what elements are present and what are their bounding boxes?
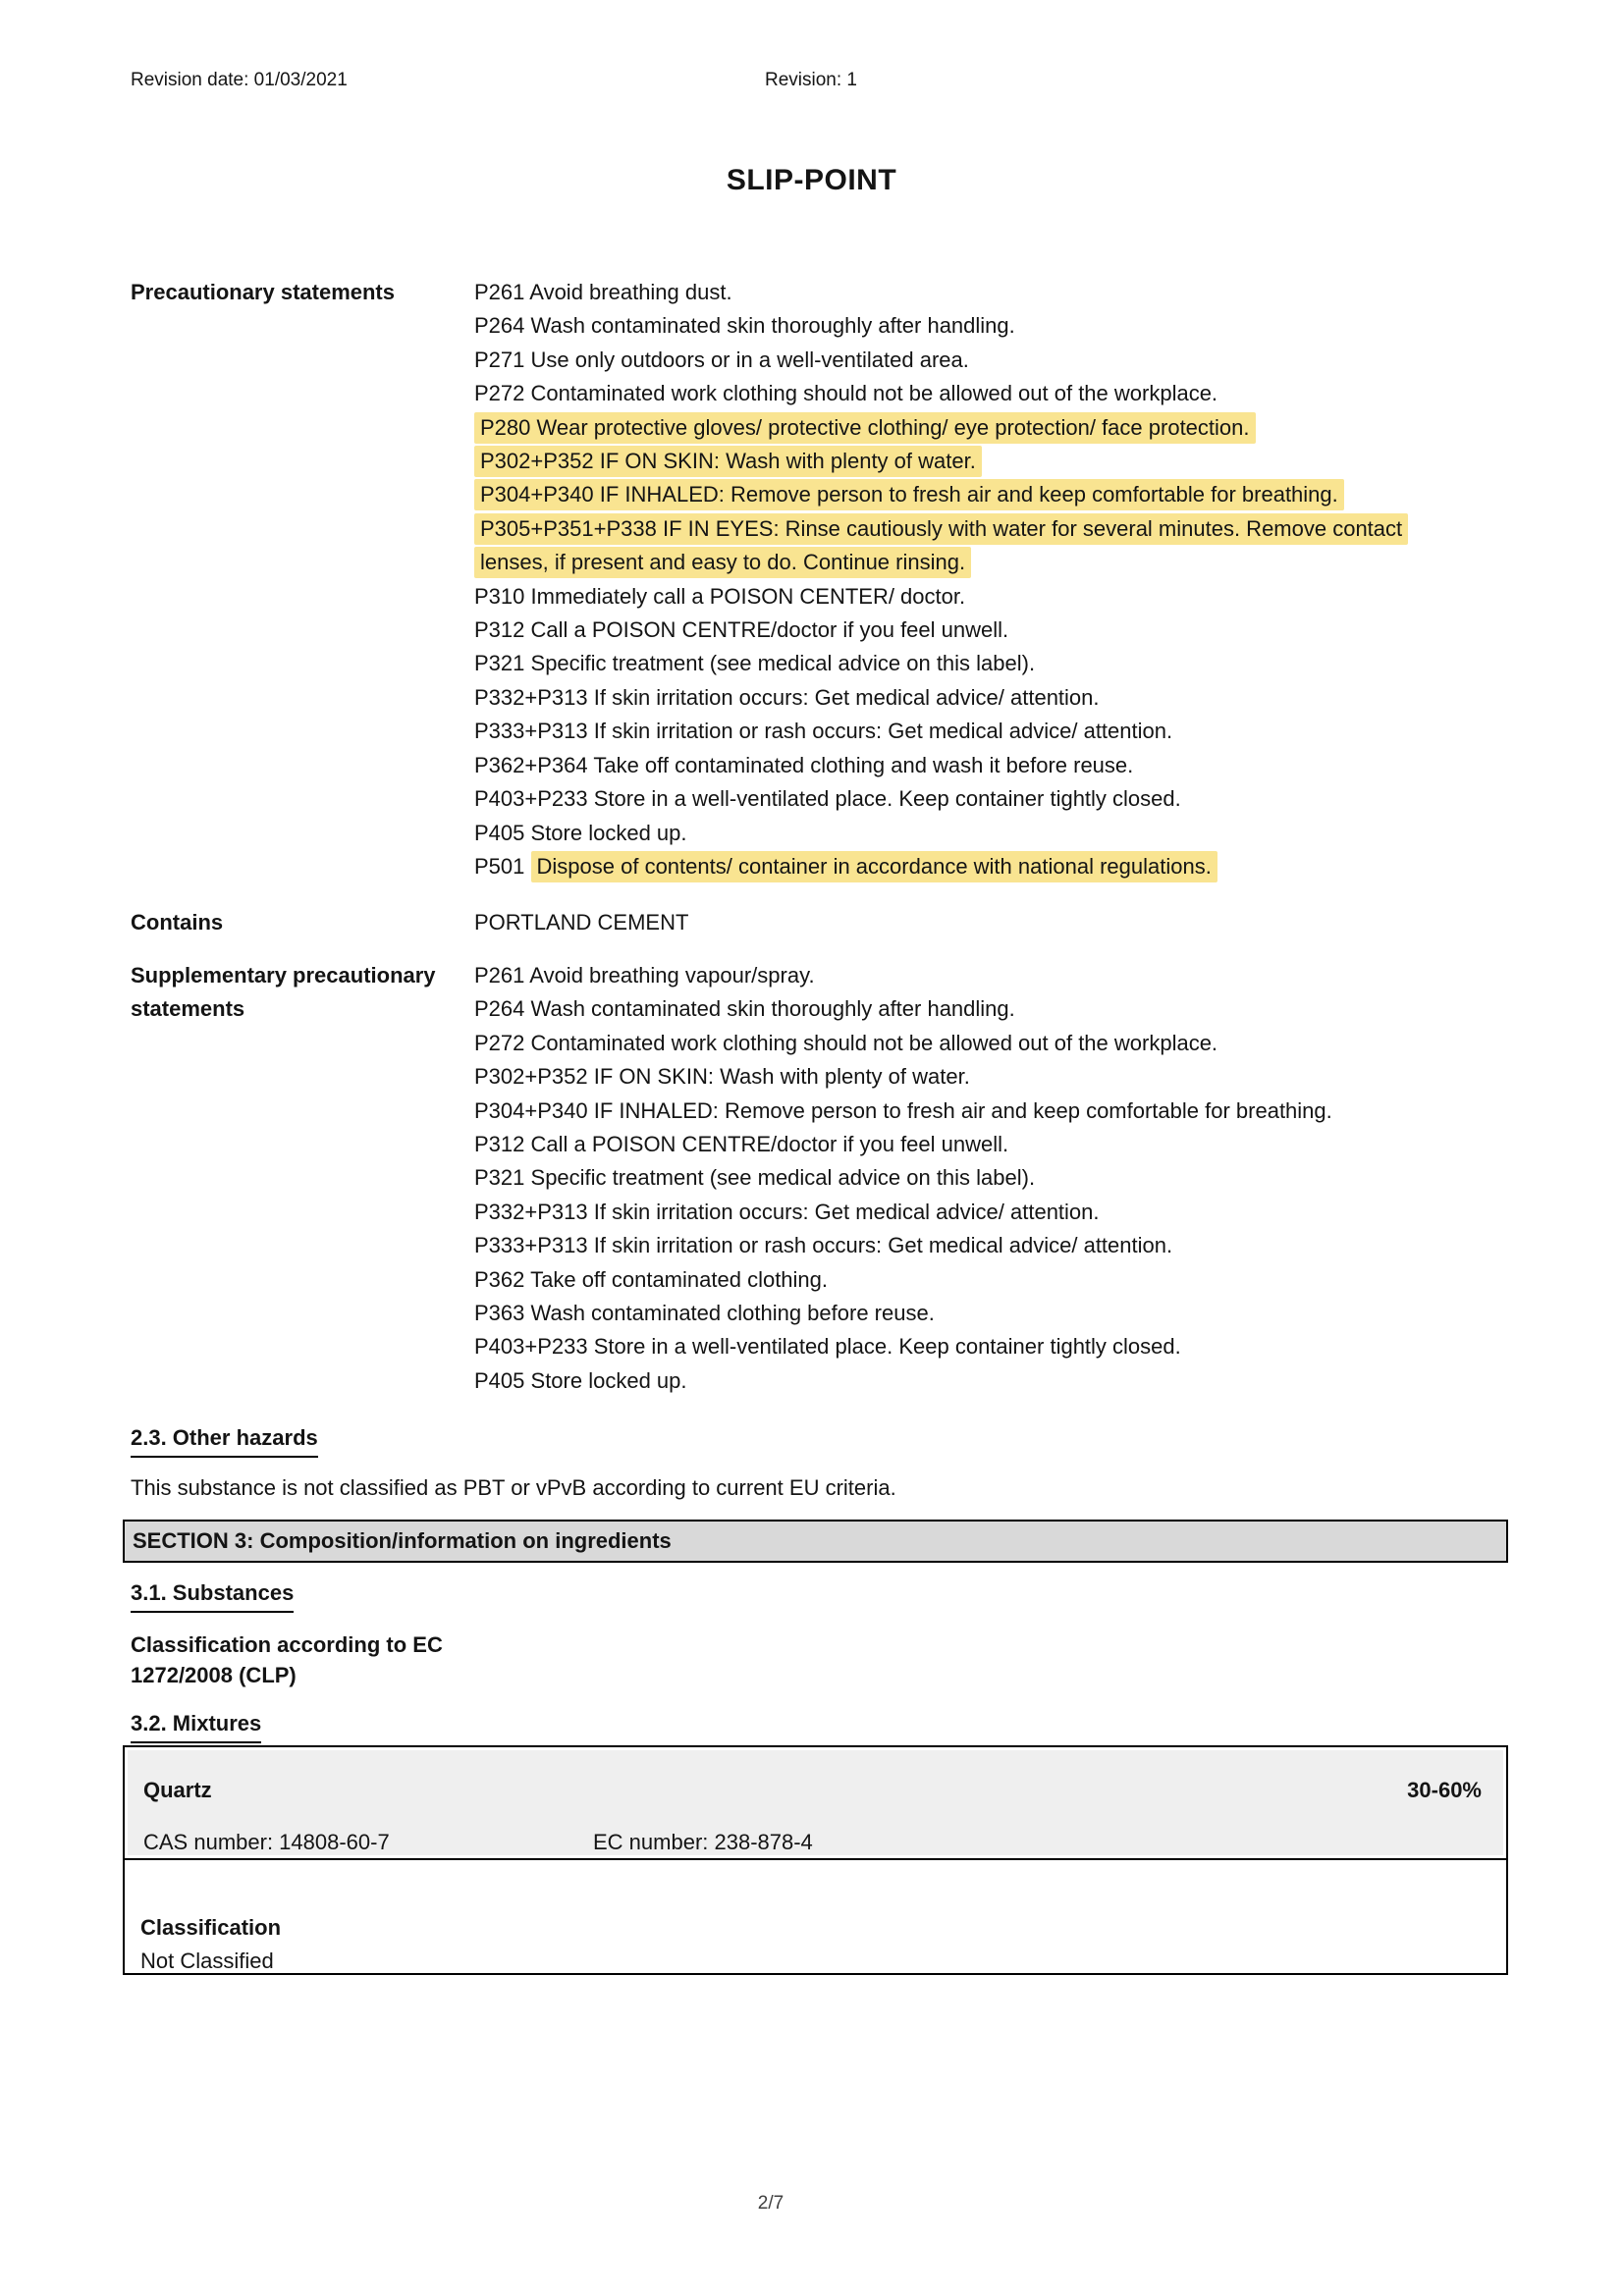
other-hazards-heading: 2.3. Other hazards — [131, 1425, 318, 1458]
p-statement-row-highlighted: P305+P351+P338 IF IN EYES: Rinse cautiously with water for several minutes. Remove contact lenses, if present and easy to do. Continue rinsing. — [474, 512, 1466, 580]
mixtures-heading: 3.2. Mixtures — [131, 1711, 261, 1743]
other-hazards-body: This substance is not classified as PBT or vPvB according to current EU criteria. — [131, 1475, 896, 1500]
p-statement-row: P271 Use only outdoors or in a well-ventilated area. — [474, 347, 969, 372]
p-statement-row: P403+P233 Store in a well-ventilated place. Keep container tightly closed. — [474, 786, 1181, 812]
substances-heading: 3.1. Substances — [131, 1580, 294, 1613]
p-statement-row: P403+P233 Store in a well-ventilated place. Keep container tightly closed. — [474, 1334, 1181, 1360]
p-statement-row: P304+P340 IF INHALED: Remove person to fresh air and keep comfortable for breathing. — [474, 1097, 1332, 1123]
page-title: SLIP-POINT — [726, 164, 897, 196]
p-statement-row: P312 Call a POISON CENTRE/doctor if you feel unwell. — [474, 617, 1009, 643]
ingredient-concentration: 30-60% — [1407, 1778, 1482, 1802]
p-statement-row: P321 Specific treatment (see medical advice on this label). — [474, 1165, 1036, 1191]
p-statement-row: P272 Contaminated work clothing should not be allowed out of the workplace. — [474, 381, 1218, 406]
ingredient-summary-panel — [128, 1750, 1503, 1855]
p-statement-row: P332+P313 If skin irritation occurs: Get medical advice/ attention. — [474, 1199, 1100, 1224]
p-statement-row: P264 Wash contaminated skin thoroughly after handling. — [474, 996, 1015, 1022]
p-statement-row: P405 Store locked up. — [474, 820, 687, 845]
p-statement-row: P333+P313 If skin irritation or rash occurs: Get medical advice/ attention. — [474, 719, 1173, 744]
p-statement-row: P302+P352 IF ON SKIN: Wash with plenty of water. — [474, 1064, 970, 1090]
p-statement-row: P261 Avoid breathing dust. — [474, 280, 732, 304]
p-statement-row-highlighted: P280 Wear protective gloves/ protective clothing/ eye protection/ face protection. — [474, 411, 1466, 445]
p-statement-row: P332+P313 If skin irritation occurs: Get medical advice/ attention. — [474, 684, 1100, 710]
ingredient-box-quartz — [123, 1745, 1508, 1975]
p-statement-row: P363 Wash contaminated clothing before reuse. — [474, 1301, 935, 1326]
page-number: 2/7 — [757, 2193, 784, 2214]
precautionary-statements-list — [474, 276, 1466, 883]
ingredient-classification-panel — [125, 1858, 1506, 1975]
p-statement-row: P261 Avoid breathing vapour/spray. — [474, 963, 815, 988]
p-statement-row: P405 Store locked up. — [474, 1367, 687, 1393]
p-statement-row: P321 Specific treatment (see medical advice on this label). — [474, 651, 1036, 676]
p-statement-row: P362+P364 Take off contaminated clothing and wash it before reuse. — [474, 752, 1134, 777]
p-statement-row: P333+P313 If skin irritation or rash occurs: Get medical advice/ attention. — [474, 1233, 1173, 1258]
p-statement-row: P312 Call a POISON CENTRE/doctor if you feel unwell. — [474, 1132, 1009, 1157]
contains-label: Contains — [131, 910, 224, 934]
revision-date: Revision date: 01/03/2021 — [131, 70, 348, 90]
p-statement-row: P272 Contaminated work clothing should not be allowed out of the workplace. — [474, 1030, 1218, 1055]
p-statement-row-highlighted: P501 Dispose of contents/ container in accordance with national regulations. — [474, 850, 1466, 883]
precautionary-statements-section — [131, 276, 1508, 883]
precautionary-statements-label: Precautionary statements — [131, 280, 395, 304]
classification-label: Classification — [140, 1915, 282, 1940]
supplementary-statements-label: Supplementary precautionary statements — [131, 963, 436, 1022]
revision-number: Revision: 1 — [765, 70, 857, 90]
p-statement-row: P362 Take off contaminated clothing. — [474, 1266, 829, 1292]
ingredient-name: Quartz — [143, 1778, 212, 1802]
supplementary-statements-section — [131, 959, 1508, 1398]
ingredient-cas-number: CAS number: 14808-60-7 — [143, 1830, 390, 1854]
classification-value: Not Classified — [140, 1949, 274, 1973]
supplementary-statements-list — [474, 959, 1466, 1398]
p-statement-row-highlighted: P304+P340 IF INHALED: Remove person to fresh air and keep comfortable for breathing. — [474, 478, 1466, 511]
clp-classification-label: Classification according to EC 1272/2008 (CLP) — [131, 1632, 443, 1687]
p-statement-row-highlighted: P302+P352 IF ON SKIN: Wash with plenty of water. — [474, 445, 1466, 478]
contains-section — [131, 906, 1508, 939]
contains-value: PORTLAND CEMENT — [474, 910, 689, 934]
p-statement-row: P264 Wash contaminated skin thoroughly after handling. — [474, 313, 1015, 339]
p-statement-row: P310 Immediately call a POISON CENTER/ doctor. — [474, 583, 966, 609]
ingredient-ec-number: EC number: 238-878-4 — [593, 1830, 813, 1854]
section3-header-bar: SECTION 3: Composition/information on ingredients — [123, 1520, 1508, 1563]
